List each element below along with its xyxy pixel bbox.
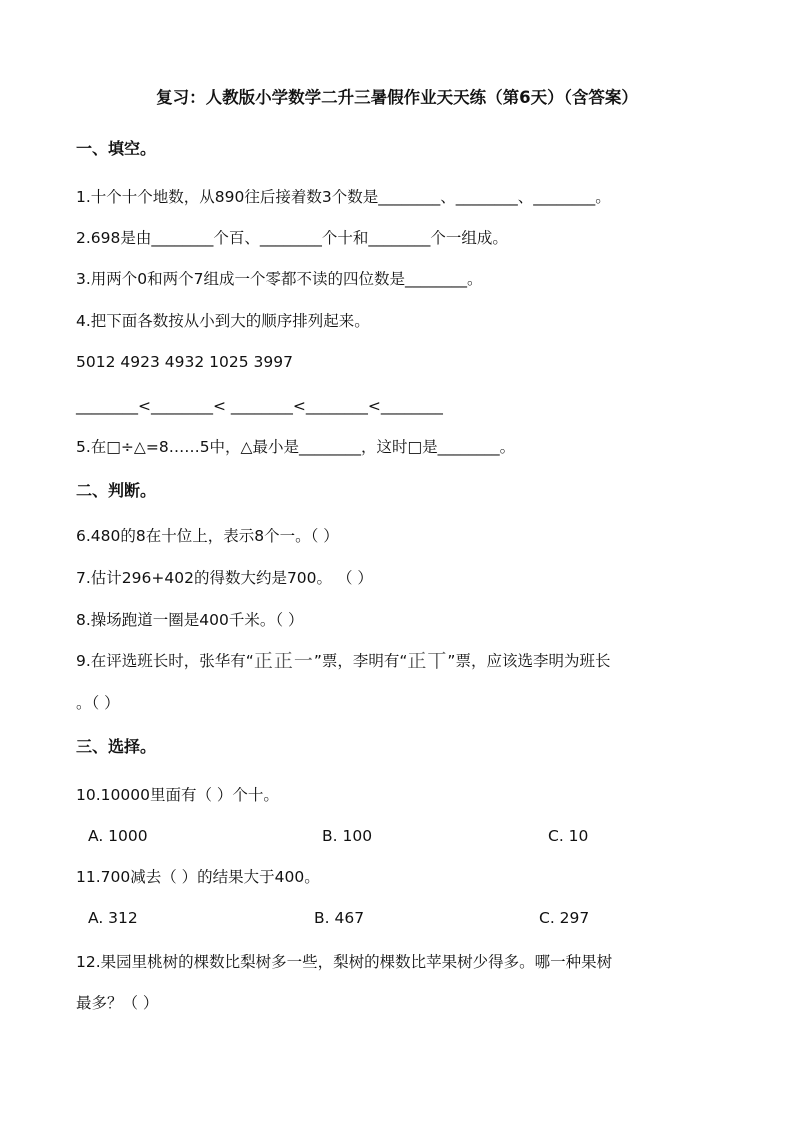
- question-2: 2.698是由________个百、________个十和________个一组成。: [76, 229, 508, 247]
- question-11-option-c: C. 297: [539, 909, 590, 927]
- question-10-option-c: C. 10: [548, 827, 589, 845]
- question-11-option-a: A. 312: [88, 909, 138, 927]
- section-fill-blank: 一、填空。: [76, 139, 157, 158]
- question-11: 11.700减去（ ）的结果大于400。: [76, 868, 320, 886]
- question-10-option-a: A. 1000: [88, 827, 148, 845]
- question-7: 7.估计296+402的得数大约是700。 （ ）: [76, 569, 373, 587]
- question-4-blanks: ________<________< ________<________<________: [76, 397, 443, 415]
- question-6: 6.480的8在十位上，表示8个一。（ ）: [76, 527, 339, 545]
- question-9: [76, 650, 610, 672]
- question-4: 4.把下面各数按从小到大的顺序排列起来。: [76, 312, 370, 330]
- section-judge: 二、判断。: [76, 481, 157, 500]
- question-9-continued: 。（ ）: [76, 694, 120, 712]
- question-4-numbers: 5012 4923 4932 1025 3997: [76, 353, 293, 371]
- question-9-text-a: 9.在评选班长时，张华有“: [76, 652, 254, 670]
- question-9-text-b: ”票，李明有“: [313, 652, 408, 670]
- tally-mark-zhanghua: 正正一: [253, 650, 314, 672]
- page-title: 复习：人教版小学数学二升三暑假作业天天练（第6天）（含答案）: [156, 88, 638, 107]
- question-12: 12.果园里桃树的棵数比梨树多一些，梨树的棵数比苹果树少得多。哪一种果树: [76, 953, 613, 971]
- question-8: 8.操场跑道一圈是400千米。（ ）: [76, 611, 304, 629]
- question-9-text-c: ”票，应该选李明为班长: [447, 652, 611, 670]
- question-10-option-b: B. 100: [322, 827, 373, 845]
- question-12-continued: 最多？（ ）: [76, 994, 159, 1012]
- section-choice: 三、选择。: [76, 737, 157, 756]
- question-1: 1.十个十个地数，从890往后接着数3个数是________、________、________。: [76, 188, 611, 206]
- tally-mark-liming: 正丅: [407, 650, 448, 672]
- question-11-option-b: B. 467: [314, 909, 365, 927]
- question-5: 5.在□÷△=8……5中，△最小是________，这时□是________。: [76, 438, 516, 456]
- question-3: 3.用两个0和两个7组成一个零都不读的四位数是________。: [76, 270, 483, 288]
- question-10: 10.10000里面有（ ）个十。: [76, 786, 279, 804]
